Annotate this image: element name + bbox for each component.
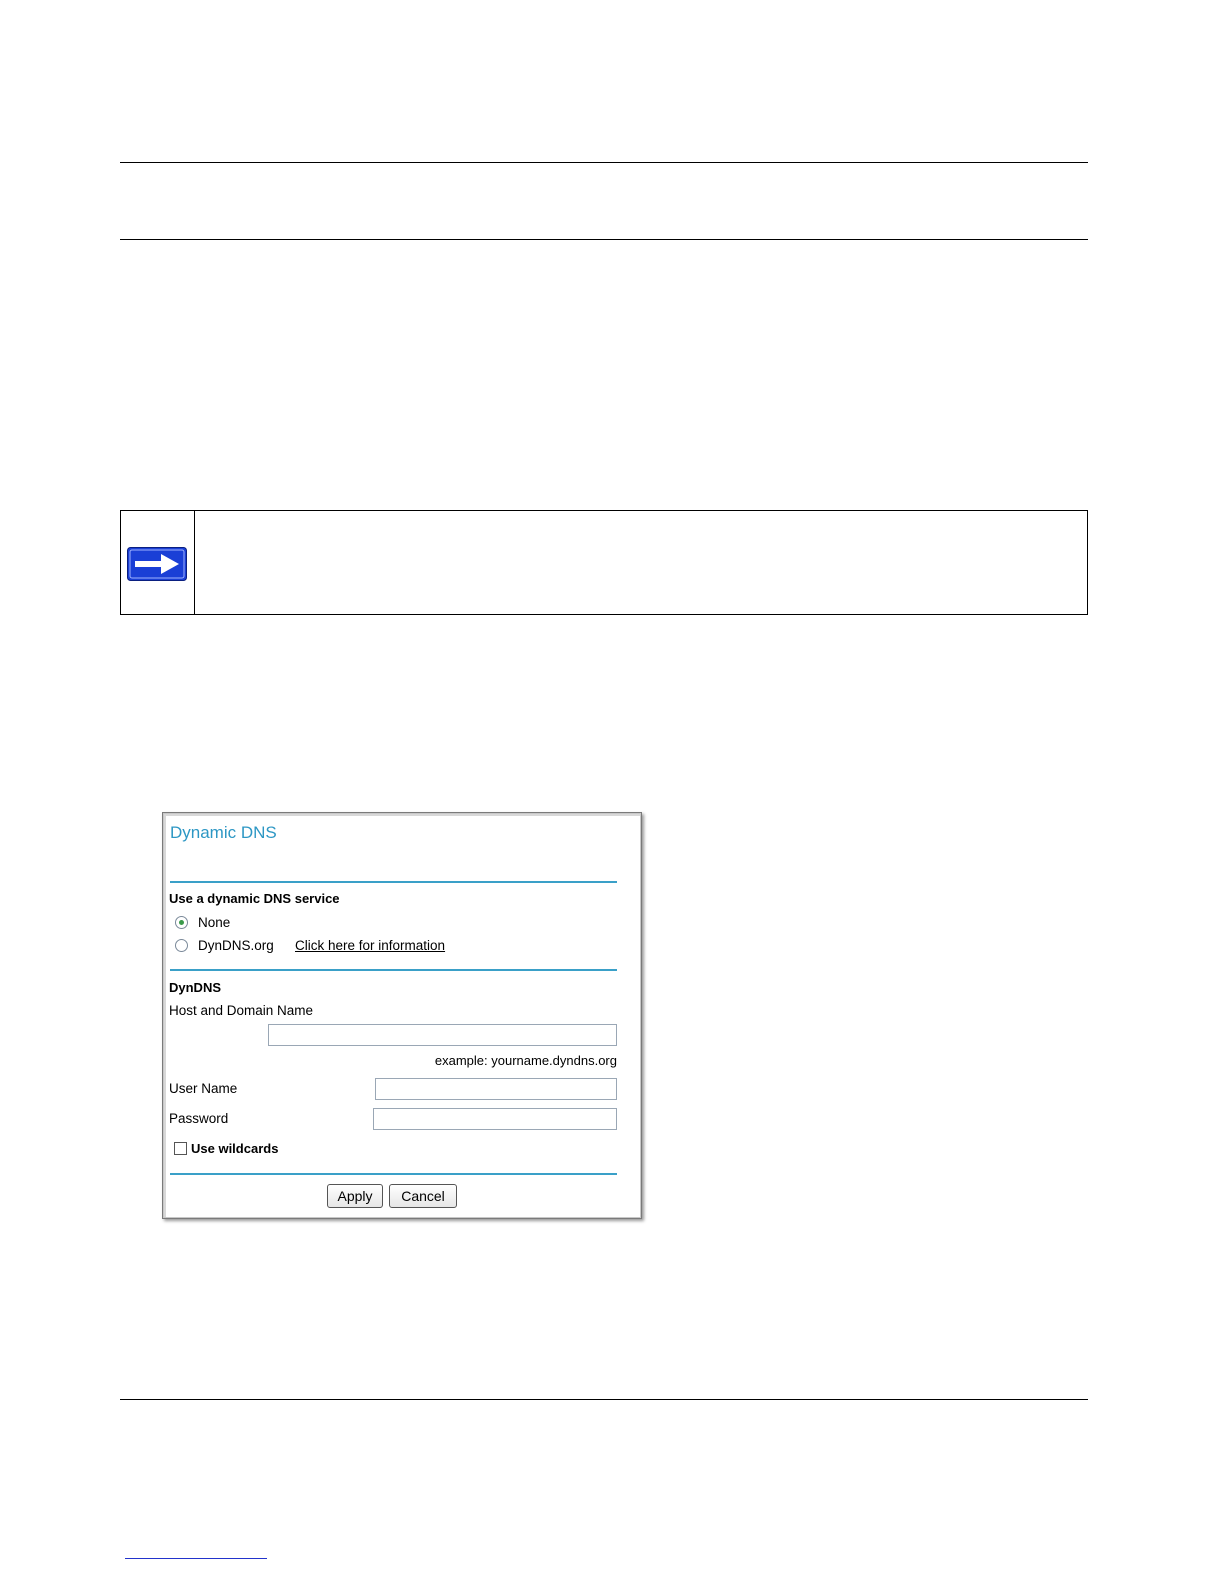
radio-dyndns[interactable] [175,939,188,952]
dynamic-dns-panel [162,812,642,1219]
password-label: Password [169,1111,229,1126]
right-arrow-icon [127,547,187,581]
user-label: User Name [169,1081,238,1096]
note-icon-cell [121,511,195,614]
footer-link-underline [125,1558,267,1559]
section-divider [170,881,617,883]
host-hint: example: yourname.dyndns.org [434,1053,617,1068]
host-label: Host and Domain Name [169,1003,314,1018]
apply-button[interactable]: Apply [327,1184,383,1208]
host-input[interactable] [268,1024,617,1046]
panel-title: Dynamic DNS [170,823,277,842]
radio-dyndns-label: DynDNS.org [198,938,274,953]
note-callout [120,510,1088,615]
section-divider [170,969,617,971]
footer-rule [120,1399,1088,1400]
header-bottom-rule [120,239,1088,240]
password-input[interactable] [373,1108,617,1130]
dyndns-heading: DynDNS [169,980,222,995]
service-heading: Use a dynamic DNS service [169,891,340,906]
wildcards-checkbox[interactable] [174,1142,187,1155]
radio-none[interactable] [175,916,188,929]
section-divider [170,1173,617,1175]
header-top-rule [120,162,1088,163]
wildcards-label: Use wildcards [191,1141,279,1156]
user-name-input[interactable] [375,1078,617,1100]
radio-none-label: None [198,915,231,930]
cancel-button[interactable]: Cancel [389,1184,457,1208]
info-link[interactable]: Click here for information [295,938,446,953]
